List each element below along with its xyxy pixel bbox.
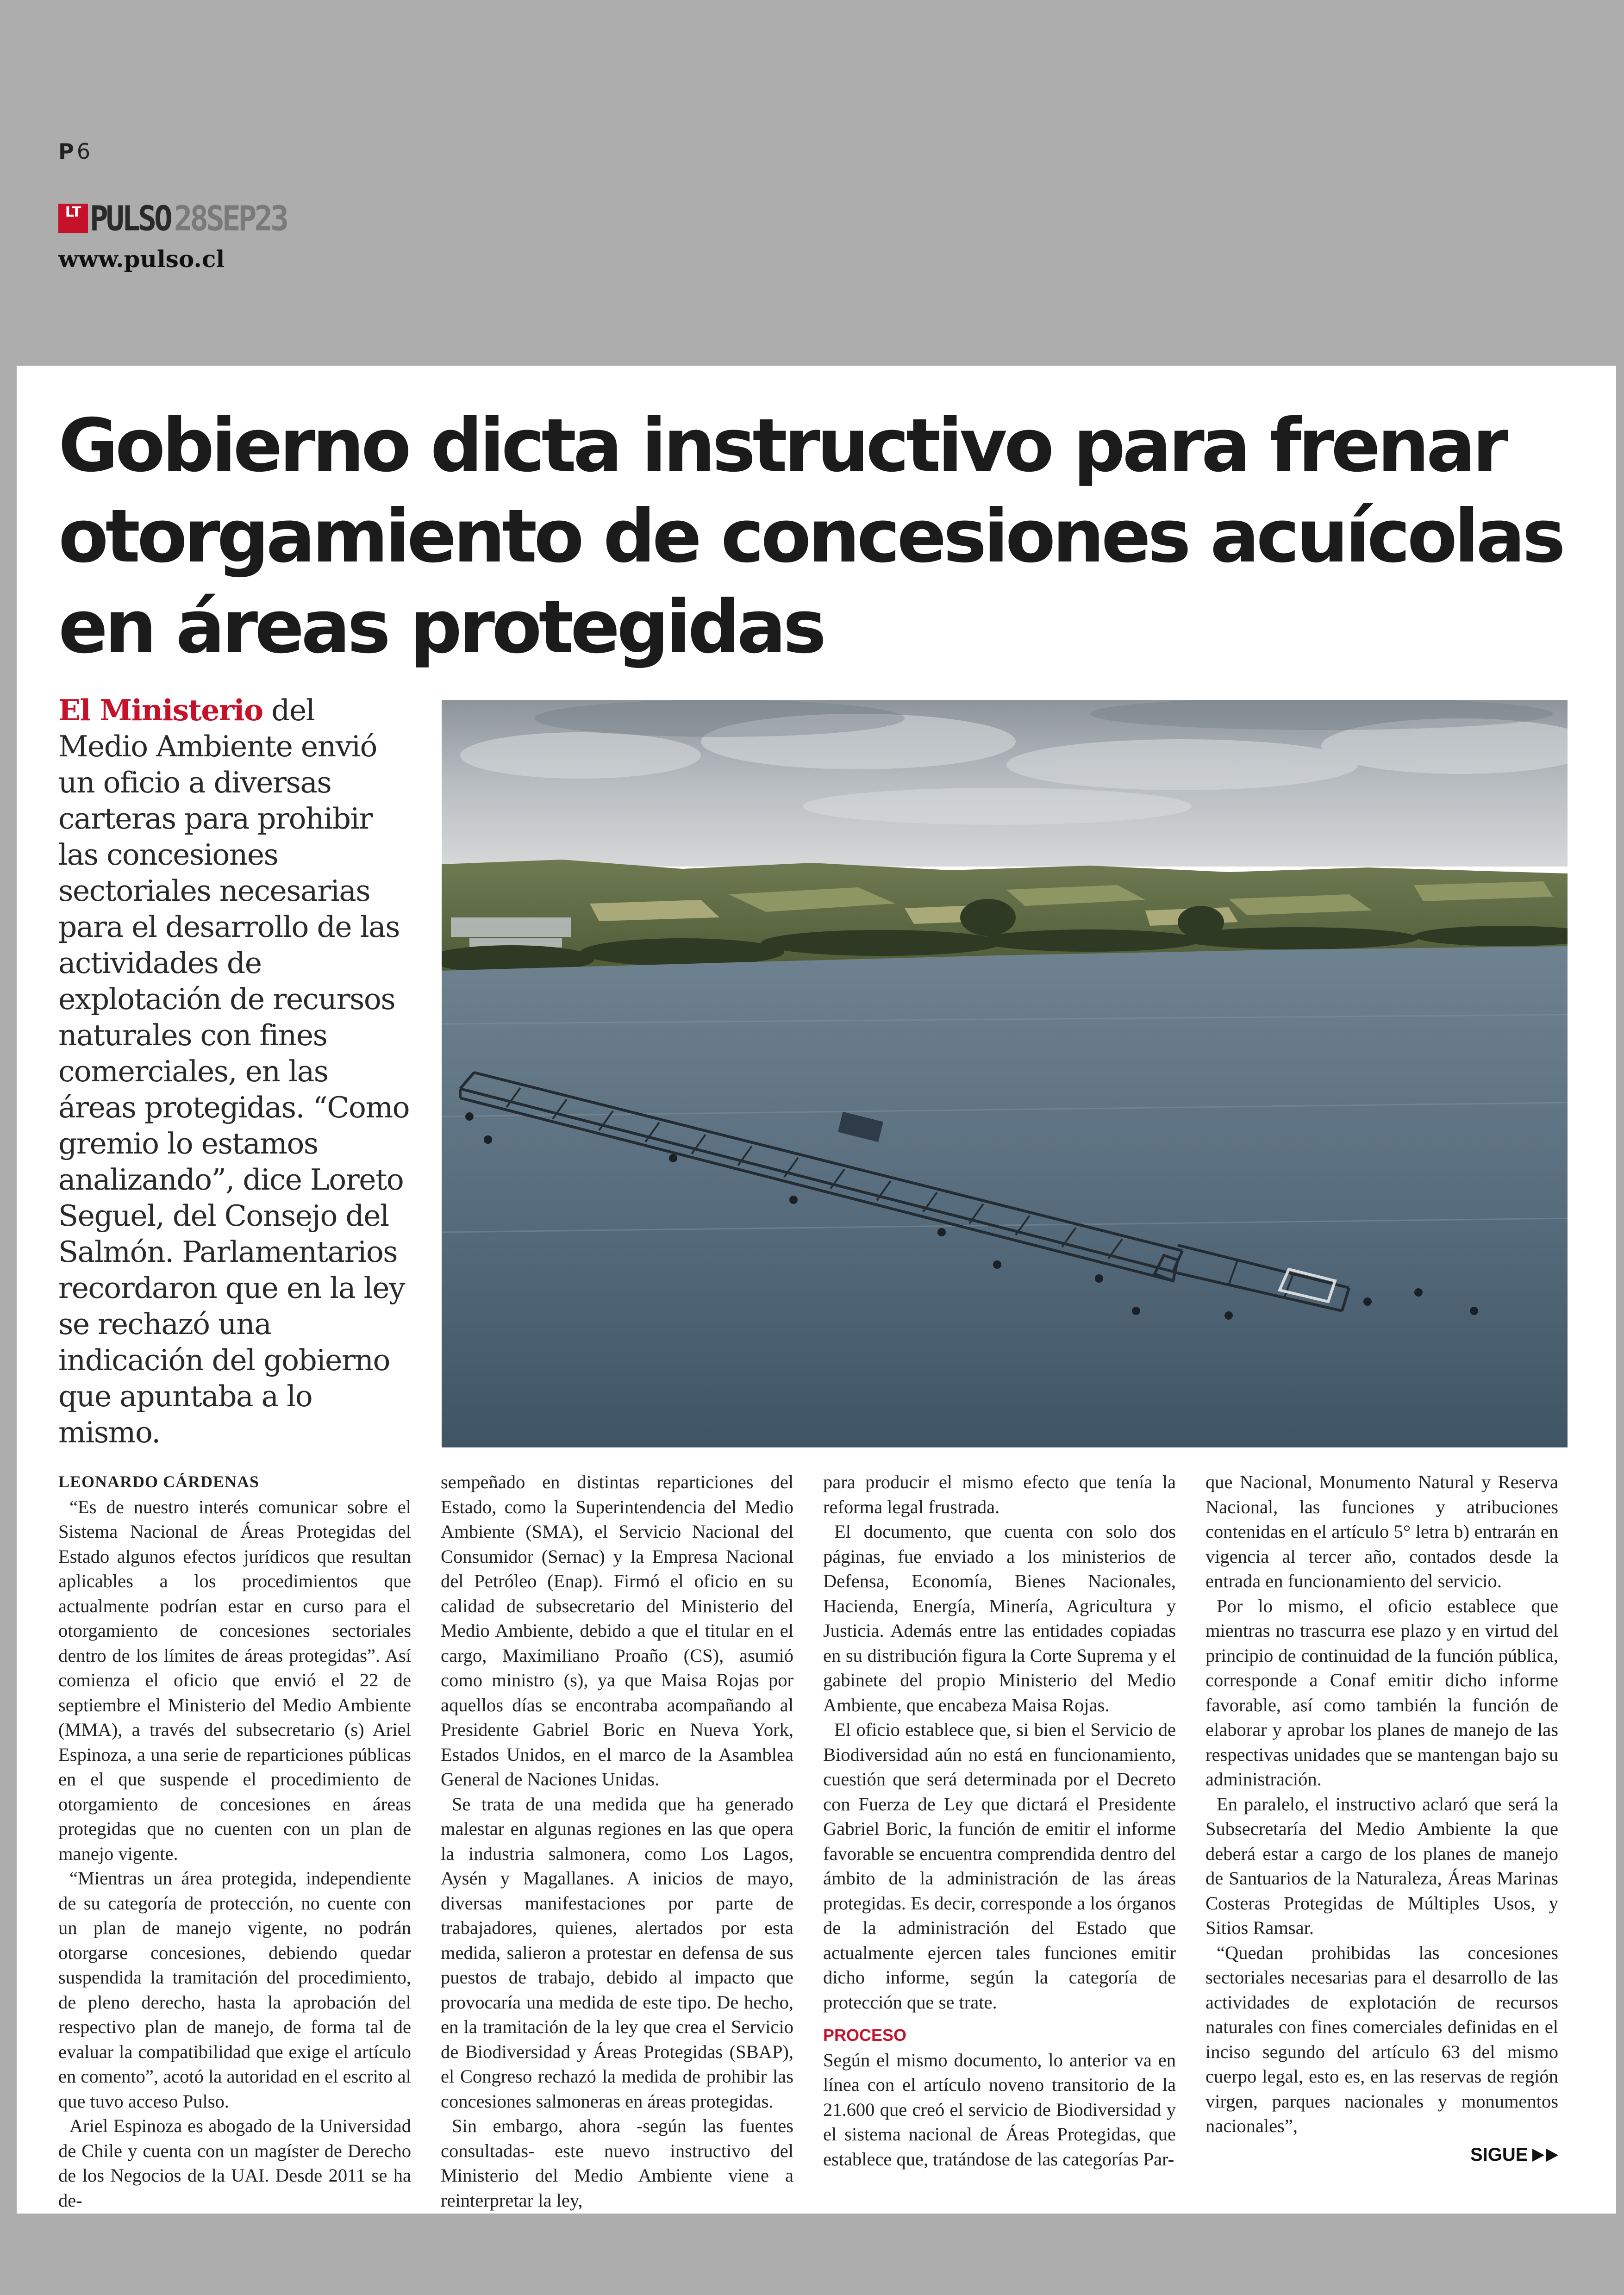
paragraph: “Es de nuestro interés comunicar sobre el Sistema Nacional de Áreas Protegidas del Estado algunos efectos jurídicos que resultan aplicables a los procedimientos que actualmente podrían estar en curso para el otorgamiento de concesiones sectoriales dentro de los límites de áreas protegidas”. Así comienza el oficio que envió el 22 de septiembre el Ministerio del Medio Ambiente (MMA), a través del subsecretario (s) Ariel Espinoza, a una serie de reparticiones públicas en el que suspende el procedimiento de otorgamiento de concesiones en áreas protegidas que no cuenten con un plan de manejo vigente.	[58, 1496, 411, 1864]
headline-line: Gobierno dicta instructivo para frenar	[58, 403, 1505, 488]
text-column	[823, 1470, 1176, 2171]
double-arrow-right-icon	[1531, 2147, 1561, 2163]
paragraph: Sin embargo, ahora -según las fuentes consultadas- este nuevo instructivo del Ministerio del Medio Ambiente viene a reinterpretar la ley,	[441, 2115, 793, 2211]
text-column	[441, 1470, 793, 2213]
bottom-margin	[0, 2214, 1624, 2295]
paragraph: En paralelo, el instructivo aclaró que será la Subsecretaría del Medio Ambiente la que deberá estar a cargo de los planes de manejo de Santuarios de la Naturaleza, Áreas Marinas Costeras Protegidas de Múltiples Usos, y Sitios Ramsar.	[1206, 1793, 1558, 1938]
lead-text: del Medio Ambiente envió un oficio a diversas carteras para prohibir las concesiones sectoriales necesarias para el desarrollo de las actividades de explotación de recursos naturales con fines comerciales, en las áreas protegidas. “Como gremio lo estamos analizando”, dice Loreto Seguel, del Consejo del Salmón. Parlamentarios recordaron que en la ley se rechazó una indicación del gobierno que apuntaba a lo mismo.	[58, 693, 410, 1449]
paragraph: “Quedan prohibidas las concesiones sectoriales necesarias para el desarrollo de las actividades de explotación de recursos naturales con fines comerciales definidas en el inciso segundo del artículo 63 del mismo cuerpo legal, esto es, en las reservas de región virgen, parques nacionales y monumentos nacionales”,	[1206, 1942, 1558, 2136]
continue-label: SIGUE	[1470, 2145, 1528, 2165]
masthead	[0, 0, 1624, 366]
headline-line: en áreas protegidas	[58, 585, 824, 670]
page-number: P 6	[58, 139, 90, 164]
section-label: PROCESO	[823, 2026, 907, 2045]
article-page	[17, 366, 1616, 2214]
paragraph: que Nacional, Monumento Natural y Reserva Nacional, las funciones y atribuciones contenidas en el artículo 5° letra b) entrarán en vigencia al tercer año, contados desde la entrada en funcionamiento del servicio.	[1206, 1472, 1558, 1591]
paragraph: Según el mismo documento, lo anterior va en línea con el artículo noveno transitorio de la 21.600 que creó el servicio de Biodiversidad y el sistema nacional de Áreas Protegidas, que establece que, tratándose de las categorías Par-	[823, 2049, 1176, 2170]
headline-line: otorgamiento de concesiones acuícolas	[58, 494, 1562, 579]
article-body	[58, 1470, 1568, 2211]
paragraph: Por lo mismo, el oficio establece que mientras no trascurra ese plazo y en virtud del principio de continuidad de la función pública, corresponde a Conaf emitir dicho informe favorable, así como también la función de elaborar y aprobar los planes de manejo de las respectivas unidades que se mantengan bajo su administración.	[1206, 1595, 1558, 1790]
issue-date: 28SEP23	[174, 198, 287, 239]
paragraph: Ariel Espinoza es abogado de la Universidad de Chile y cuenta con un magíster de Derecho de los Negocios de la UAI. Desde 2011 se ha de-	[58, 2115, 411, 2211]
lead-highlight: El Ministerio	[58, 693, 263, 727]
byline: LEONARDO CÁRDENAS	[58, 1472, 260, 1491]
paragraph: El documento, que cuenta con solo dos páginas, fue enviado a los ministerios de Defensa, Economía, Bienes Nacionales, Hacienda, Energía, Minería, Agricultura y Justicia. Además entre las entidades copiadas en su distribución figura la Corte Suprema y el gabinete del propio Ministerio del Medio Ambiente, que encabeza Maisa Rojas.	[823, 1521, 1176, 1715]
site-url[interactable]: www.pulso.cl	[58, 245, 225, 273]
text-column	[58, 1470, 411, 2213]
headline	[58, 400, 1562, 673]
lt-logo: LT	[58, 204, 88, 233]
continue-link[interactable]	[1470, 2145, 1561, 2165]
brand-name: PULSO	[90, 198, 170, 239]
paragraph: El oficio establece que, si bien el Servicio de Biodiversidad aún no está en funcionamiento, cuestión que será determinada por el Decreto con Fuerza de Ley que dictará el Presidente Gabriel Boric, la función de emitir el informe favorable se encuentra comprendida dentro del ámbito de la administración de las áreas protegidas. Es decir, corresponde a los órganos de la administración del Estado que actualmente ejercen tales funciones emitir dicho informe, según la categoría de protección que se trate.	[823, 1719, 1176, 2013]
paragraph: “Mientras un área protegida, independiente de su categoría de protección, no cuente con un plan de manejo vigente, no podrán otorgarse concesiones, debiendo quedar suspendida la tramitación del procedimiento, de pleno derecho, hasta la aprobación del respectivo plan de manejo, de forma tal de evaluar la compatibilidad que exige el artículo en comento”, acotó la autoridad en el escrito al que tuvo acceso Pulso.	[58, 1868, 411, 2112]
publication-brand	[58, 200, 287, 237]
lead-paragraph	[58, 692, 410, 1451]
text-column	[1206, 1470, 1558, 2139]
paragraph: sempeñado en distintas reparticiones del Estado, como la Superintendencia del Medio Ambiente (SMA), el Servicio Nacional del Consumidor (Sernac) y la Empresa Nacional del Petróleo (Enap). Firmó el oficio en su calidad de subsecretario del Ministerio del Medio Ambiente, debido a que el titular en el cargo, Maximiliano Proaño (CS), asumió como ministro (s), ya que Maisa Rojas por aquellos días se encontraba acompañando al Presidente Gabriel Boric en Nueva York, Estados Unidos, en el marco de la Asamblea General de Naciones Unidas.	[441, 1472, 793, 1790]
salmon-farm-photo	[442, 700, 1568, 1447]
paragraph: Se trata de una medida que ha generado malestar en algunas regiones en las que opera la industria salmonera, como Los Lagos, Aysén y Magallanes. A inicios de mayo, diversas manifestaciones por parte de trabajadores, quienes, alertados por esta medida, salieron a protestar en defensa de sus puestos de trabajo, debido al impacto que provocaría una medida de este tipo. De hecho, en la tramitación de la ley que crea el Servicio de Biodiversidad y Áreas Protegidas (SBAP), el Congreso rechazó la medida de prohibir las concesiones salmoneras en áreas protegidas.	[441, 1793, 793, 2112]
paragraph: para producir el mismo efecto que tenía la reforma legal frustrada.	[823, 1472, 1176, 1517]
